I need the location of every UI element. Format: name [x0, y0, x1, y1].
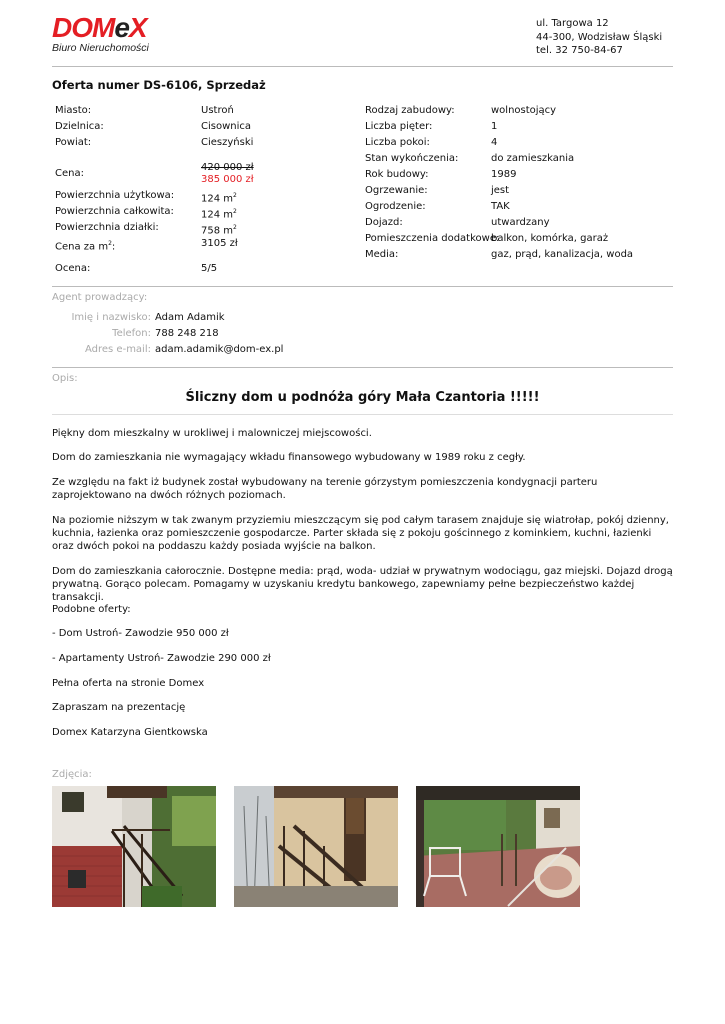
similar-offers-heading: Podobne oferty: — [52, 604, 131, 615]
value-dzielnica: Cisownica — [201, 121, 252, 132]
offer-title: Oferta numer DS-6106, Sprzedaż — [52, 78, 266, 92]
headline-divider — [52, 414, 673, 415]
house-stairs-photo[interactable] — [234, 786, 398, 907]
value-liczba-pieter: 1 — [491, 121, 498, 132]
address-street: ul. Targowa 12 — [536, 18, 609, 29]
header-divider — [52, 66, 673, 67]
price-old: 420 000 zł — [201, 162, 254, 173]
house-exterior-photo[interactable] — [52, 786, 216, 907]
value-stan-wykonczenia: do zamieszkania — [491, 153, 575, 164]
address-city: 44-300, Wodzisław Śląski — [536, 31, 663, 43]
label-dzielnica: Dzielnica: — [55, 121, 104, 132]
label-ocena: Ocena: — [55, 263, 91, 274]
label-stan-wykonczenia: Stan wykończenia: — [365, 153, 459, 164]
label-pow-calkowita: Powierzchnia całkowita: — [55, 206, 174, 217]
details-divider — [52, 286, 673, 287]
full-offer-link[interactable]: Pełna oferta na stronie Domex — [52, 678, 205, 689]
label-rok-budowy: Rok budowy: — [365, 169, 429, 180]
label-miasto: Miasto: — [55, 105, 92, 116]
value-pow-uzytkowa: 124 $m^2$ — [201, 192, 237, 205]
agent-name: Adam Adamik — [155, 312, 225, 323]
value-powiat: Cieszyński — [201, 137, 254, 148]
agent-divider — [52, 367, 673, 368]
label-powiat: Powiat: — [55, 137, 92, 148]
label-rodzaj-zabudowy: Rodzaj zabudowy: — [365, 105, 455, 116]
value-liczba-pokoi: 4 — [491, 137, 498, 148]
similar-offer-link[interactable]: - Dom Ustroń- Zawodzie 950 000 zł — [52, 628, 229, 639]
label-liczba-pokoi: Liczba pokoi: — [365, 137, 430, 148]
similar-offer-link[interactable]: - Apartamenty Ustroń- Zawodzie 290 000 zł — [52, 653, 271, 664]
description-paragraph: Dom do zamieszkania nie wymagający wkładu finansowego wybudowany w 1989 roku z cegły. — [52, 452, 526, 463]
label-pomieszczenia-dodatkowe: Pomieszczenia dodatkowe: — [365, 233, 500, 244]
description-paragraph: Piękny dom mieszkalny w urokliwej i malowniczej miejscowości. — [52, 428, 372, 439]
description-paragraph: Na poziomie niższym w tak zwanym przyziemiu mieszczącym się pod całym tarasem znajduje się wiatrołap, pokój dzienny, kuchnia, łazienka oraz pomieszczenie gospodarcze. Parter składa się z pokoju gościnnego z kominkiem, kuchni, łazienki oraz dwóch pokoi na poddaszu każdy posiada wyjście na balkon. — [52, 515, 669, 552]
value-ogrodzenie: TAK — [491, 201, 510, 212]
label-media: Media: — [365, 249, 399, 260]
label-cena: Cena: — [55, 168, 84, 179]
price-new: 385 000 zł — [201, 174, 254, 185]
label-cena-m2: Cena za $m^2$: — [55, 240, 116, 253]
value-ocena: 5/5 — [201, 263, 218, 274]
company-logo — [52, 14, 149, 54]
agent-section-label: Agent prowadzący: — [52, 292, 148, 303]
value-pomieszczenia-dodatkowe: balkon, komórka, garaż — [491, 233, 609, 244]
description-paragraph: Zapraszam na prezentację — [52, 702, 186, 713]
label-liczba-pieter: Liczba pięter: — [365, 121, 433, 132]
value-miasto: Ustroń — [201, 105, 234, 116]
terrace-photo[interactable] — [416, 786, 580, 907]
offer-headline: Śliczny dom u podnóża góry Mała Czantoria !!!!! — [185, 390, 540, 405]
logo-wordmark: DOMeX — [52, 12, 147, 43]
value-rok-budowy: 1989 — [491, 169, 517, 180]
company-address — [536, 17, 662, 58]
agent-phone-label: Telefon: — [112, 328, 151, 339]
photos-section-label: Zdjęcia: — [52, 769, 92, 780]
value-media: gaz, prąd, kanalizacja, woda — [491, 249, 634, 260]
value-pow-dzialki: 758 $m^2$ — [201, 224, 237, 237]
value-pow-calkowita: 124 $m^2$ — [201, 208, 237, 221]
agent-email[interactable]: adam.adamik@dom-ex.pl — [155, 344, 284, 355]
label-pow-uzytkowa: Powierzchnia użytkowa: — [55, 190, 175, 201]
address-phone: tel. 32 750-84-67 — [536, 45, 623, 56]
logo-subtitle: Biuro Nieruchomości — [52, 42, 149, 54]
description-section-label: Opis: — [52, 373, 78, 384]
agent-email-label: Adres e-mail: — [84, 344, 151, 355]
value-rodzaj-zabudowy: wolnostojący — [491, 105, 557, 116]
label-ogrzewanie: Ogrzewanie: — [365, 185, 428, 196]
description-paragraph: Ze względu na fakt iż budynek został wybudowany na terenie górzystym pomieszczenia kondygnacji parteru zaprojektowano na dwóch różnych poziomach. — [52, 477, 598, 501]
agent-phone[interactable]: 788 248 218 — [155, 328, 219, 339]
value-ogrzewanie: jest — [491, 185, 510, 196]
label-dojazd: Dojazd: — [365, 217, 403, 228]
description-signature: Domex Katarzyna Gientkowska — [52, 727, 208, 738]
label-ogrodzenie: Ogrodzenie: — [365, 201, 426, 212]
description-paragraph: Dom do zamieszkania całorocznie. Dostępne media: prąd, woda- udział w prywatnym wodociągu, gaz miejski. Dojazd drogą prywatną. Gorąco polecam. Pomagamy w uzyskaniu kredytu bankowego, zapewniamy pełne bezpieczeństwo każdej transakcji. — [52, 566, 673, 603]
label-pow-dzialki: Powierzchnia działki: — [55, 222, 159, 233]
value-dojazd: utwardzany — [491, 217, 550, 228]
value-cena-m2: 3105 zł — [201, 238, 238, 249]
agent-name-label: Imię i nazwisko: — [71, 312, 151, 323]
